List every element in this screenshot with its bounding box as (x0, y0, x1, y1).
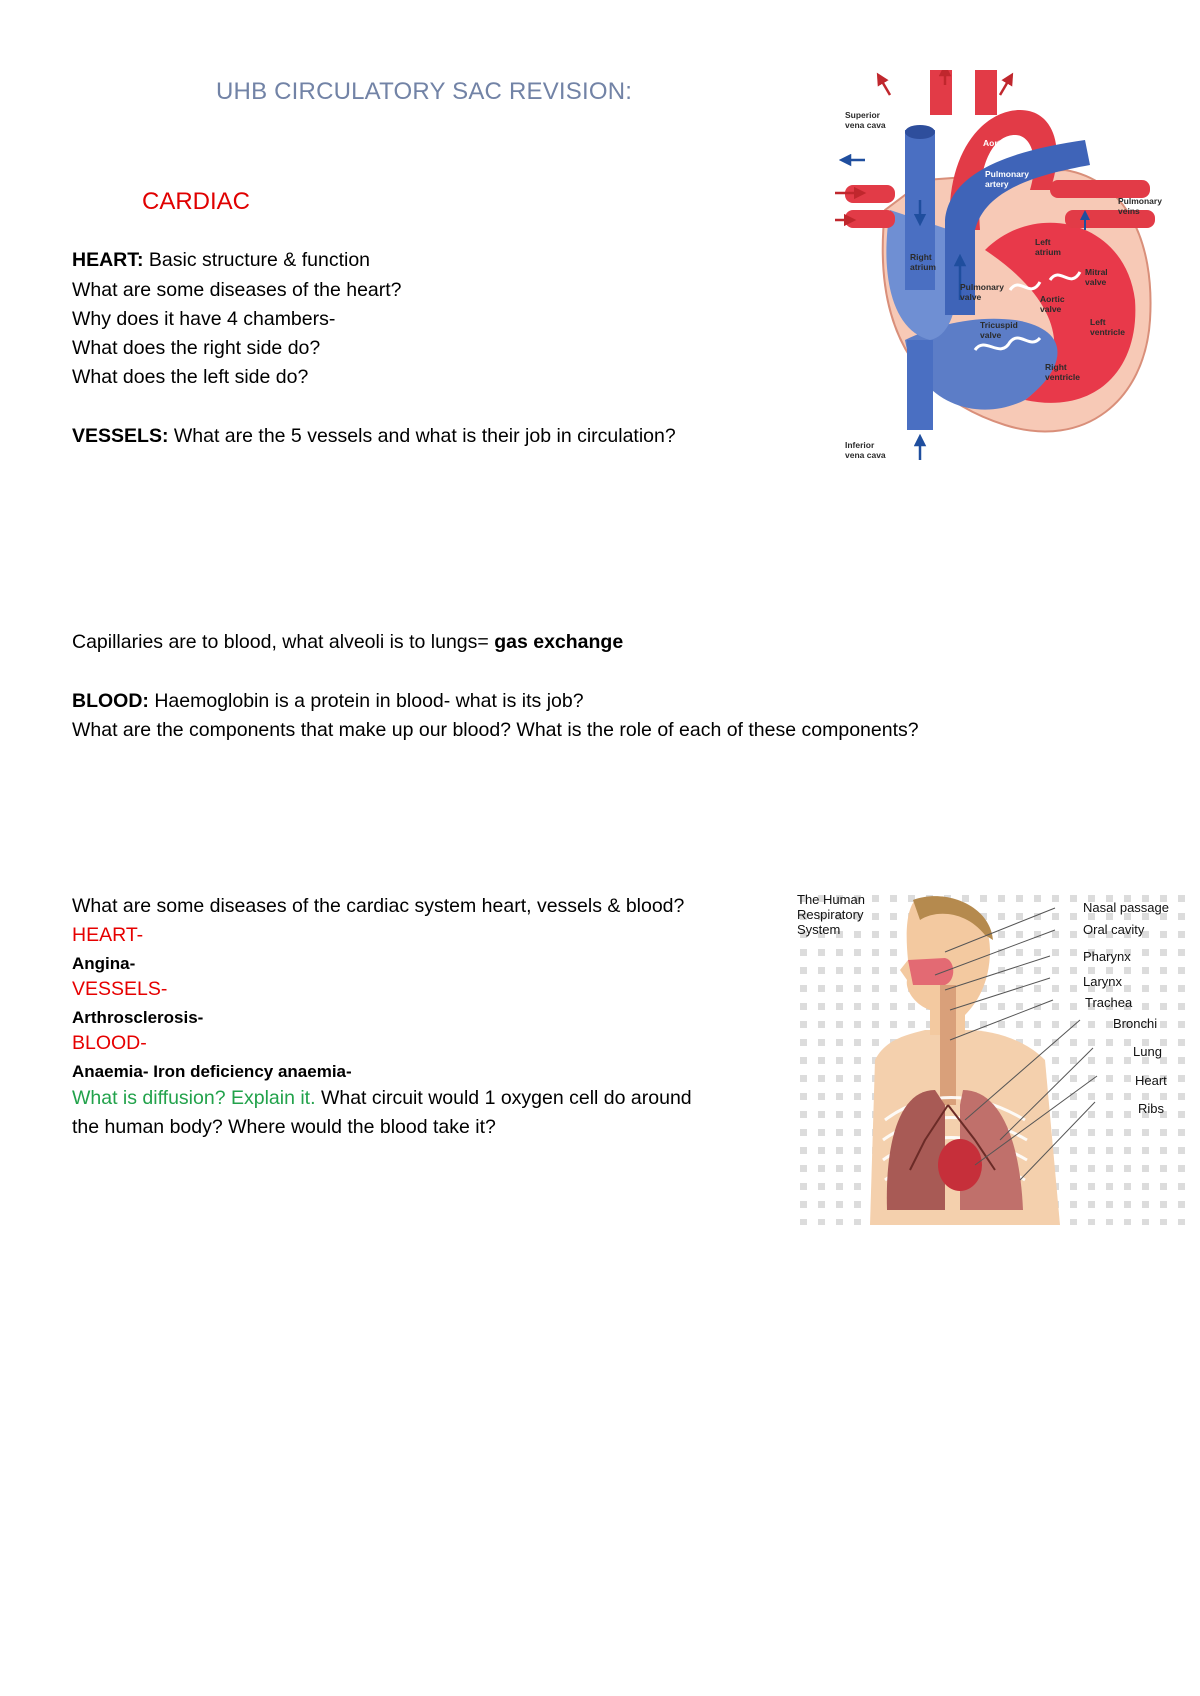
label-pulmonary-veins-1: Pulmonary (1118, 196, 1162, 206)
section-title-cardiac: CARDIAC (142, 188, 251, 215)
diffusion-line-2: the human body? Where would the blood take it? (72, 1116, 496, 1138)
resp-label-larynx: Larynx (1083, 974, 1123, 989)
label-superior-vena-cava-1: Superior (845, 110, 880, 120)
label-aorta: Aorta (983, 138, 1006, 148)
label-right-ventricle-2: ventricle (1045, 372, 1080, 382)
diffusion-line (72, 1085, 692, 1111)
label-superior-vena-cava-2: vena cava (845, 120, 886, 130)
heart-question-4: What does the left side do? (72, 366, 309, 388)
label-tricuspid-valve-2: valve (980, 330, 1002, 340)
label-mitral-valve-2: valve (1085, 277, 1107, 287)
resp-title-3: System (797, 922, 841, 937)
vessels-text: What are the 5 vessels and what is their job in circulation? (173, 425, 676, 447)
diseases-vessels-head: VESSELS- (72, 978, 168, 1000)
label-inferior-vena-cava-1: Inferior (845, 440, 875, 450)
resp-label-nasal-passage: Nasal passage (1083, 900, 1169, 915)
resp-label-trachea: Trachea (1085, 995, 1133, 1010)
heart-diagram (835, 70, 1175, 470)
label-right-ventricle-1: Right (1045, 362, 1067, 372)
label-inferior-vena-cava-2: vena cava (845, 450, 886, 460)
resp-label-heart: Heart (1135, 1073, 1167, 1088)
heart-question-2: Why does it have 4 chambers- (72, 308, 336, 330)
capillaries-line (72, 629, 623, 655)
label-pulmonary-artery-2: artery (985, 179, 1009, 189)
diseases-vessels-item: Arthrosclerosis- (72, 1008, 204, 1027)
label-pulmonary-valve-2: valve (960, 292, 982, 302)
capillaries-text: Capillaries are to blood, what alveoli is to lungs= (72, 631, 489, 653)
diseases-blood-head: BLOOD- (72, 1032, 147, 1054)
label-left-atrium-2: atrium (1035, 247, 1061, 257)
resp-title-2: Respiratory (797, 907, 864, 922)
heart-label: HEART: (72, 249, 144, 271)
heart-text: Basic structure & function (148, 249, 371, 271)
label-left-ventricle-2: ventricle (1090, 327, 1125, 337)
diseases-question: What are some diseases of the cardiac system heart, vessels & blood? (72, 895, 685, 917)
diffusion-green-text: What is diffusion? Explain it. (72, 1087, 316, 1109)
label-right-atrium-1: Right (910, 252, 932, 262)
blood-text: Haemoglobin is a protein in blood- what is its job? (154, 690, 584, 712)
label-left-ventricle-1: Left (1090, 317, 1106, 327)
resp-label-oral-cavity: Oral cavity (1083, 922, 1145, 937)
label-aortic-valve-1: Aortic (1040, 294, 1065, 304)
resp-label-ribs: Ribs (1138, 1101, 1165, 1116)
resp-label-bronchi: Bronchi (1113, 1016, 1158, 1031)
diseases-blood-item: Anaemia- Iron deficiency anaemia- (72, 1062, 352, 1081)
resp-title-1: The Human (797, 892, 865, 907)
diffusion-rest-text: What circuit would 1 oxygen cell do around (320, 1087, 692, 1109)
label-aortic-valve-2: valve (1040, 304, 1062, 314)
label-mitral-valve-1: Mitral (1085, 267, 1108, 277)
vessels-line (72, 423, 676, 449)
blood-label: BLOOD: (72, 690, 149, 712)
label-tricuspid-valve-1: Tricuspid (980, 320, 1018, 330)
label-right-atrium-2: atrium (910, 262, 936, 272)
label-pulmonary-veins-2: veins (1118, 206, 1140, 216)
label-pulmonary-artery-1: Pulmonary (985, 169, 1029, 179)
heart-heading-line (72, 247, 370, 273)
label-pulmonary-valve-1: Pulmonary (960, 282, 1004, 292)
resp-label-pharynx: Pharynx (1083, 949, 1131, 964)
blood-line-2: What are the components that make up our blood? What is the role of each of these components? (72, 719, 919, 741)
diseases-heart-item: Angina- (72, 954, 136, 973)
vessels-label: VESSELS: (72, 425, 169, 447)
respiratory-diagram (795, 890, 1190, 1225)
blood-line (72, 688, 584, 714)
resp-label-lung: Lung (1133, 1044, 1162, 1059)
label-left-atrium-1: Left (1035, 237, 1051, 247)
gas-exchange-text: gas exchange (494, 631, 624, 653)
page-title: UHB CIRCULATORY SAC REVISION: (216, 78, 633, 105)
heart-question-3: What does the right side do? (72, 337, 321, 359)
diseases-heart-head: HEART- (72, 924, 144, 946)
heart-question-1: What are some diseases of the heart? (72, 279, 402, 301)
